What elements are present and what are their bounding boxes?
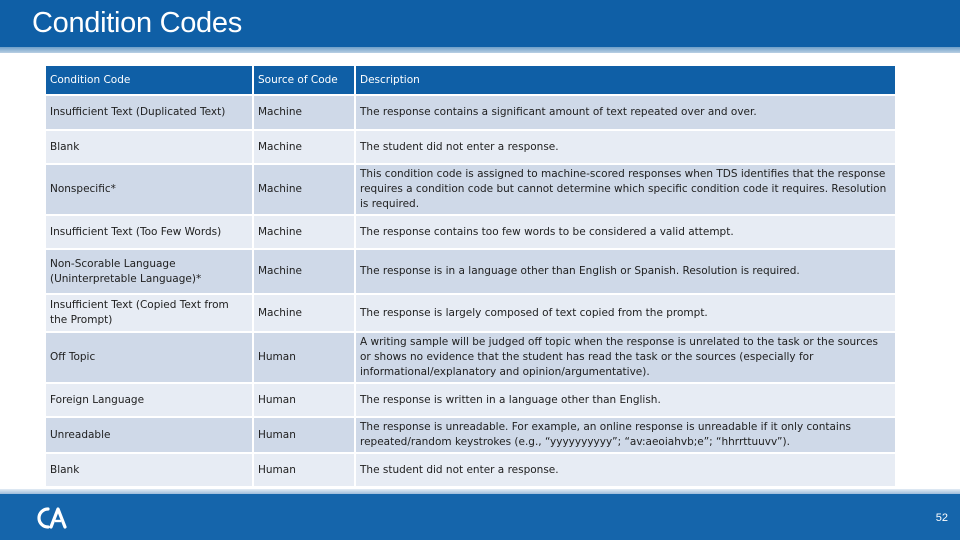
source-cell: Machine [254,131,354,163]
condition-code-cell: Blank [46,454,252,486]
condition-codes-table [44,64,897,488]
source-cell: Machine [254,216,354,248]
table-row [46,384,895,416]
description-cell: The student did not enter a response. [356,454,895,486]
description-cell: The response is unreadable. For example, an online response is unreadable if it only contains repeated/random keystrokes (e.g., “yyyyyyyyyy”; “av:aeoiahvb;e”; “hhrrttuuvv”). [356,418,895,452]
condition-code-cell: Unreadable [46,418,252,452]
column-header-description: Description [356,66,895,94]
description-cell: The student did not enter a response. [356,131,895,163]
source-cell: Machine [254,165,354,214]
condition-code-cell: Nonspecific* [46,165,252,214]
table-row [46,96,895,129]
description-cell: The response is written in a language other than English. [356,384,895,416]
description-cell: The response contains too few words to be considered a valid attempt. [356,216,895,248]
page-title: Condition Codes [32,7,242,39]
description-cell: The response is largely composed of text copied from the prompt. [356,295,895,331]
footer-bar [0,494,960,540]
condition-code-cell: Off Topic [46,333,252,382]
table-row [46,454,895,486]
description-cell: This condition code is assigned to machine-scored responses when TDS identifies that the response requires a condition code but cannot determine which specific condition code it requires. Resolution is required. [356,165,895,214]
page-number: 52 [935,512,948,524]
source-cell: Human [254,454,354,486]
table-row [46,250,895,293]
description-cell: A writing sample will be judged off topic when the response is unrelated to the task or the sources or shows no evidence that the student has read the task or the sources (especially for informational/explanatory and opinion/argumentative). [356,333,895,382]
source-cell: Human [254,418,354,452]
condition-code-cell: Blank [46,131,252,163]
condition-code-cell: Insufficient Text (Too Few Words) [46,216,252,248]
title-bar [0,0,960,47]
table-row [46,216,895,248]
condition-code-cell: Insufficient Text (Duplicated Text) [46,96,252,129]
ca-logo-icon [34,505,70,531]
description-cell: The response is in a language other than English or Spanish. Resolution is required. [356,250,895,293]
source-cell: Machine [254,96,354,129]
condition-code-cell: Non-Scorable Language (Uninterpretable Language)* [46,250,252,293]
source-cell: Machine [254,295,354,331]
table-row [46,295,895,331]
title-divider [0,47,960,53]
condition-code-cell: Foreign Language [46,384,252,416]
column-header-source: Source of Code [254,66,354,94]
table-row [46,333,895,382]
source-cell: Machine [254,250,354,293]
table-row [46,165,895,214]
table-row [46,418,895,452]
table-header-row [46,66,895,94]
condition-code-cell: Insufficient Text (Copied Text from the Prompt) [46,295,252,331]
source-cell: Human [254,333,354,382]
description-cell: The response contains a significant amount of text repeated over and over. [356,96,895,129]
table-row [46,131,895,163]
column-header-condition-code: Condition Code [46,66,252,94]
source-cell: Human [254,384,354,416]
